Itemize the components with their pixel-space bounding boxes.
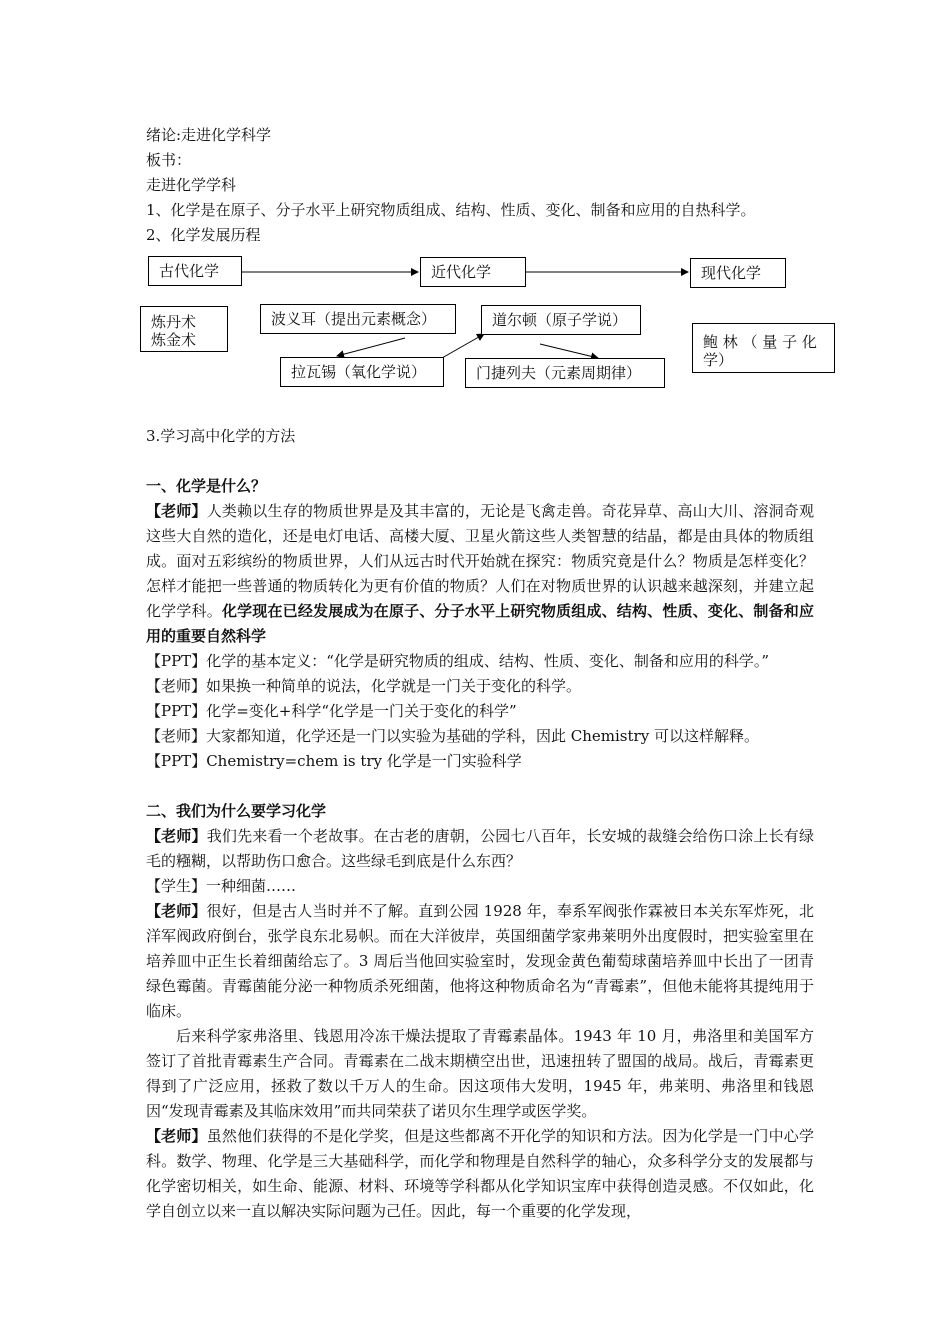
box-label: 鲍 林 （ 量 子 化: [703, 333, 817, 351]
box-lavoisier: [280, 357, 444, 387]
box-boyle: [260, 304, 456, 334]
teacher-tag: 【老师】: [146, 827, 207, 845]
box-modern-chemistry: [690, 258, 786, 288]
box-label: 学）: [703, 351, 734, 369]
paragraph-text: 我们先来看一个老故事。在古老的唐朝，公园七八百年，长安城的裁缝会给伤口涂上长有绿毛的糨糊，以帮助伤口愈合。这些绿毛到底是什么东西？: [146, 827, 814, 870]
box-label: 门捷列夫（元素周期律）: [476, 364, 642, 382]
box-mendeleev: [465, 358, 665, 388]
ppt-line-2: 【PPT】化学=变化+科学“化学是一门关于变化的科学”: [146, 702, 517, 720]
box-early-modern-chemistry: [420, 257, 526, 287]
section2-paragraph-3: 后来科学家弗洛里、钱恩用冷冻干燥法提取了青霉素晶体。1943 年 10 月，弗洛里和美国军方签订了首批青霉素生产合同。青霉素在二战末期横空出世，迅速扭转了盟国的战局。战后，青霉素更得到了广泛应用，拯救了数以千万人的生命。因这项伟大发明，1945 年，弗莱明、弗洛里和钱恩因“发现青霉素及其临床效用”而共同荣获了诺贝尔生理学或医学奖。: [146, 1027, 814, 1120]
section2-paragraph-1: [146, 824, 814, 874]
box-ancient-chemistry: [148, 256, 242, 286]
section2-paragraph-2: [146, 899, 814, 1024]
paragraph-text: 人类赖以生存的物质世界是及其丰富的，无论是飞禽走兽。奇花异草、高山大川、溶洞奇观这些大自然的造化，还是电灯电话、高楼大厦、卫星火箭这些人类智慧的结晶，都是由具体的物质组成。面对五彩缤纷的物质世界，人们从远古时代开始就在探究：物质究竟是什么？物质是怎样变化？怎样才能把一些普通的物质转化为更有价值的物质？人们在对物质世界的认识越来越深刻，并建立起化学学科。: [146, 502, 814, 620]
teacher-tag: 【老师】: [146, 502, 207, 520]
box-dalton: [481, 305, 641, 335]
teacher-tag: 【老师】: [146, 1127, 207, 1145]
box-label: 古代化学: [159, 262, 220, 280]
box-label: 近代化学: [431, 263, 492, 281]
box-label: 现代化学: [701, 264, 762, 282]
bold-definition: 化学现在已经发展成为在原子、分子水平上研究物质组成、结构、性质、变化、制备和应用的重要自然科学: [146, 602, 814, 645]
paragraph-text: 虽然他们获得的不是化学奖，但是这些都离不开化学的知识和方法。因为化学是一门中心学科。数学、物理、化学是三大基础科学，而化学和物理是自然科学的轴心，众多科学分支的发展都与化学密切相关，如生命、能源、材料、环境等学科都从化学知识宝库中获得创造灵感。不仅如此，化学自创立以来一直以解决实际问题为己任。因此，每一个重要的化学发现，: [146, 1127, 814, 1220]
ppt-definition: 【PPT】化学的基本定义：“化学是研究物质的组成、结构、性质、变化、制备和应用的科学。”: [146, 652, 770, 670]
box-label: 炼丹术: [151, 313, 197, 331]
teacher-tag: 【老师】: [146, 902, 207, 920]
box-alchemy: [140, 306, 228, 352]
box-label: 炼金术: [151, 331, 197, 349]
section1-paragraph: [146, 499, 814, 649]
section2-heading: 二、我们为什么要学习化学: [146, 802, 327, 820]
board-label: 板书：: [146, 151, 192, 169]
student-line: 【学生】一种细菌……: [146, 877, 297, 895]
point-1: 1、化学是在原子、分子水平上研究物质组成、结构、性质、变化、制备和应用的自热科学。: [146, 201, 756, 219]
ppt-line-3: 【PPT】Chemistry=chem is try 化学是一门实验科学: [146, 752, 522, 770]
box-pauling: [692, 323, 835, 373]
box-label: 拉瓦锡（氧化学说）: [291, 363, 427, 381]
box-label: 波义耳（提出元素概念）: [271, 310, 437, 328]
section2-paragraph-4: [146, 1124, 814, 1224]
subject-label: 走进化学学科: [146, 176, 237, 194]
teacher-line-3: 【老师】大家都知道，化学还是一门以实验为基础的学科，因此 Chemistry 可以这样解释。: [146, 727, 759, 745]
method-heading: 3.学习高中化学的方法: [146, 427, 296, 445]
box-label: 道尔顿（原子学说）: [492, 311, 628, 329]
section1-heading: 一、化学是什么？: [146, 477, 267, 495]
doc-title: 绪论:走进化学科学: [146, 126, 272, 144]
paragraph-text: 很好，但是古人当时并不了解。直到公园 1928 年，奉系军阀张作霖被日本关东军炸死，北洋军阀政府倒台，张学良东北易帜。而在大洋彼岸，英国细菌学家弗莱明外出度假时，把实验室里在培养皿中正生长着细菌给忘了。3 周后当他回实验室时，发现金黄色葡萄球菌培养皿中长出了一团青绿色霉菌。青霉菌能分泌一种物质杀死细菌，他将这种物质命名为“青霉素”，但他未能将其提纯用于临床。: [146, 902, 814, 1020]
teacher-line-2: 【老师】如果换一种简单的说法，化学就是一门关于变化的科学。: [146, 677, 582, 695]
point-2: 2、化学发展历程: [146, 226, 261, 244]
